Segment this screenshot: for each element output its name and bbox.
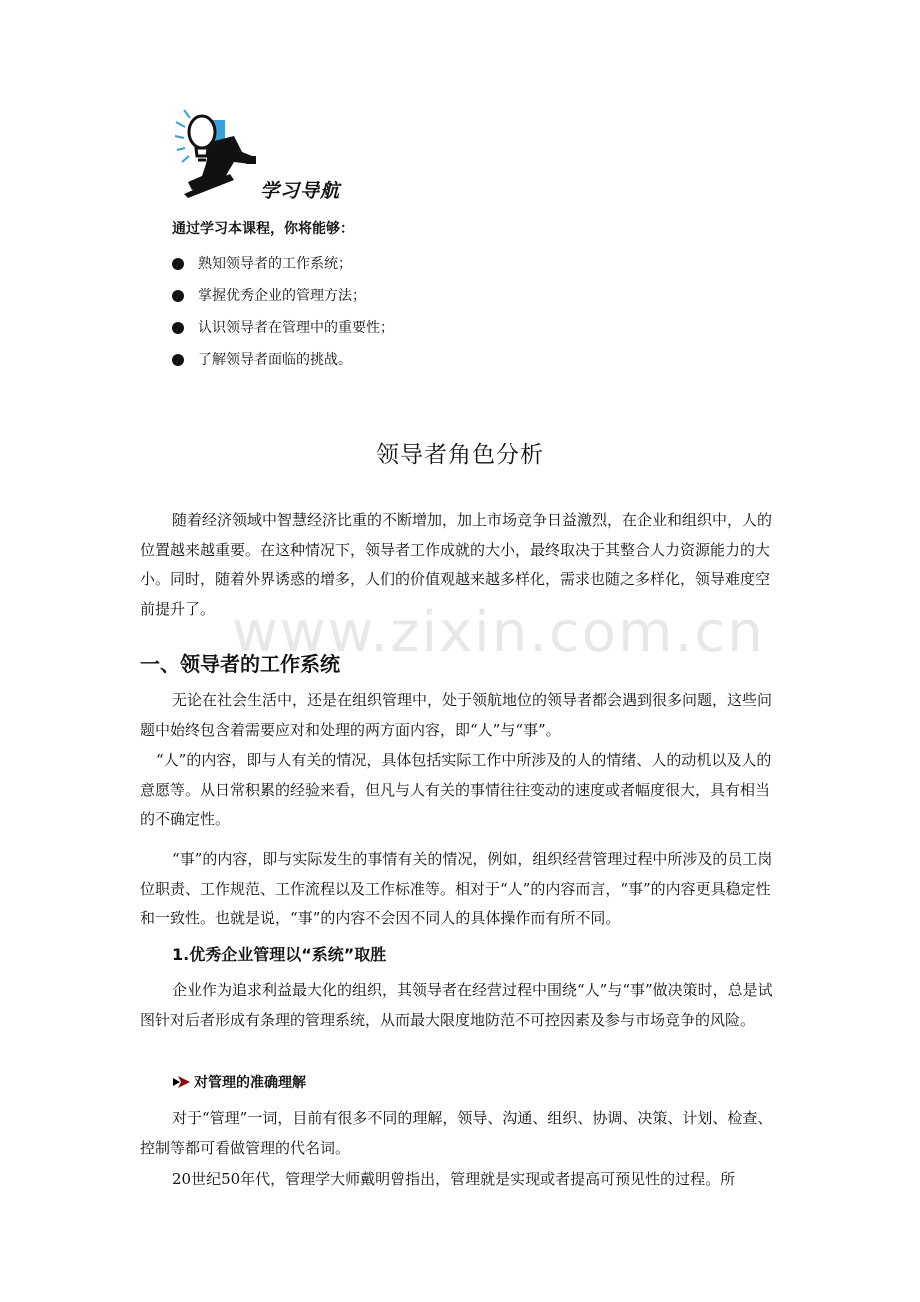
objectives-list [172, 248, 394, 376]
list-item [172, 280, 394, 312]
paragraph: 20世纪50年代，管理学大师戴明曾指出，管理就是实现或者提高可预见性的过程。所 [172, 1170, 736, 1188]
minor-heading-text: 对管理的准确理解 [194, 1075, 306, 1091]
bullet-dot-icon [172, 322, 184, 334]
bullet-dot-icon [172, 354, 184, 366]
watermark: www.zixin.com.cn [232, 600, 765, 665]
nav-title: 学习导航 [260, 180, 341, 202]
subsection-heading: 1.优秀企业管理以“系统”取胜 [172, 945, 387, 964]
bullet-dot-icon [172, 290, 184, 302]
list-item [172, 312, 394, 344]
list-item-text: 了解领导者面临的挑战。 [198, 352, 352, 368]
paragraph: 随着经济领域中智慧经济比重的不断增加，加上市场竞争日益激烈，在企业和组织中，人的位置越来越重要。在这种情况下，领导者工作成就的大小，最终取决于其整合人力资源能力的大小。同时，随着外界诱惑的增多，人们的价值观越来越多样化，需求也随之多样化，领导难度空前提升了。 [140, 511, 773, 618]
paragraph: 对于“管理”一词，目前有很多不同的理解，领导、沟通、组织、协调、决策、计划、检查、控制等都可看做管理的代名词。 [140, 1109, 773, 1157]
paragraph: 企业作为追求利益最大化的组织，其领导者在经营过程中围绕“人”与“事”做决策时，总是试图针对后者形成有条理的管理系统，从而最大限度地防范不可控因素及参与市场竞争的风险。 [140, 981, 773, 1029]
paragraph: 无论在社会生活中，还是在组织管理中，处于领航地位的领导者都会遇到很多问题，这些问题中始终包含着需要应对和处理的两方面内容，即“人”与“事”。 [140, 691, 773, 739]
list-item-text: 熟知领导者的工作系统； [198, 256, 352, 272]
list-item-text: 认识领导者在管理中的重要性； [198, 320, 394, 336]
document-title: 领导者角色分析 [376, 442, 544, 468]
minor-heading [172, 1072, 306, 1092]
list-item-text: 掌握优秀企业的管理方法； [198, 288, 366, 304]
paragraph: “事”的内容，即与实际发生的事情有关的情况，例如，组织经营管理过程中所涉及的员工岗位职责、工作规范、工作流程以及工作标准等。相对于“人”的内容而言，“事”的内容更具稳定性和一致性。也就是说，“事”的内容不会因不同人的具体操作而有所不同。 [140, 850, 773, 927]
nav-intro: 通过学习本课程，你将能够： [172, 221, 354, 237]
arrow-bullet-icon [172, 1074, 192, 1090]
section-heading: 一、领导者的工作系统 [140, 652, 340, 676]
list-item [172, 344, 394, 376]
paragraph: “人”的内容，即与人有关的情况，具体包括实际工作中所涉及的人的情绪、人的动机以及人的意愿等。从日常积累的经验来看，但凡与人有关的事情往往变动的速度或者幅度很大，具有相当的不确定性。 [140, 751, 772, 828]
bullet-dot-icon [172, 258, 184, 270]
lightbulb-person-icon [172, 106, 262, 198]
list-item [172, 248, 394, 280]
